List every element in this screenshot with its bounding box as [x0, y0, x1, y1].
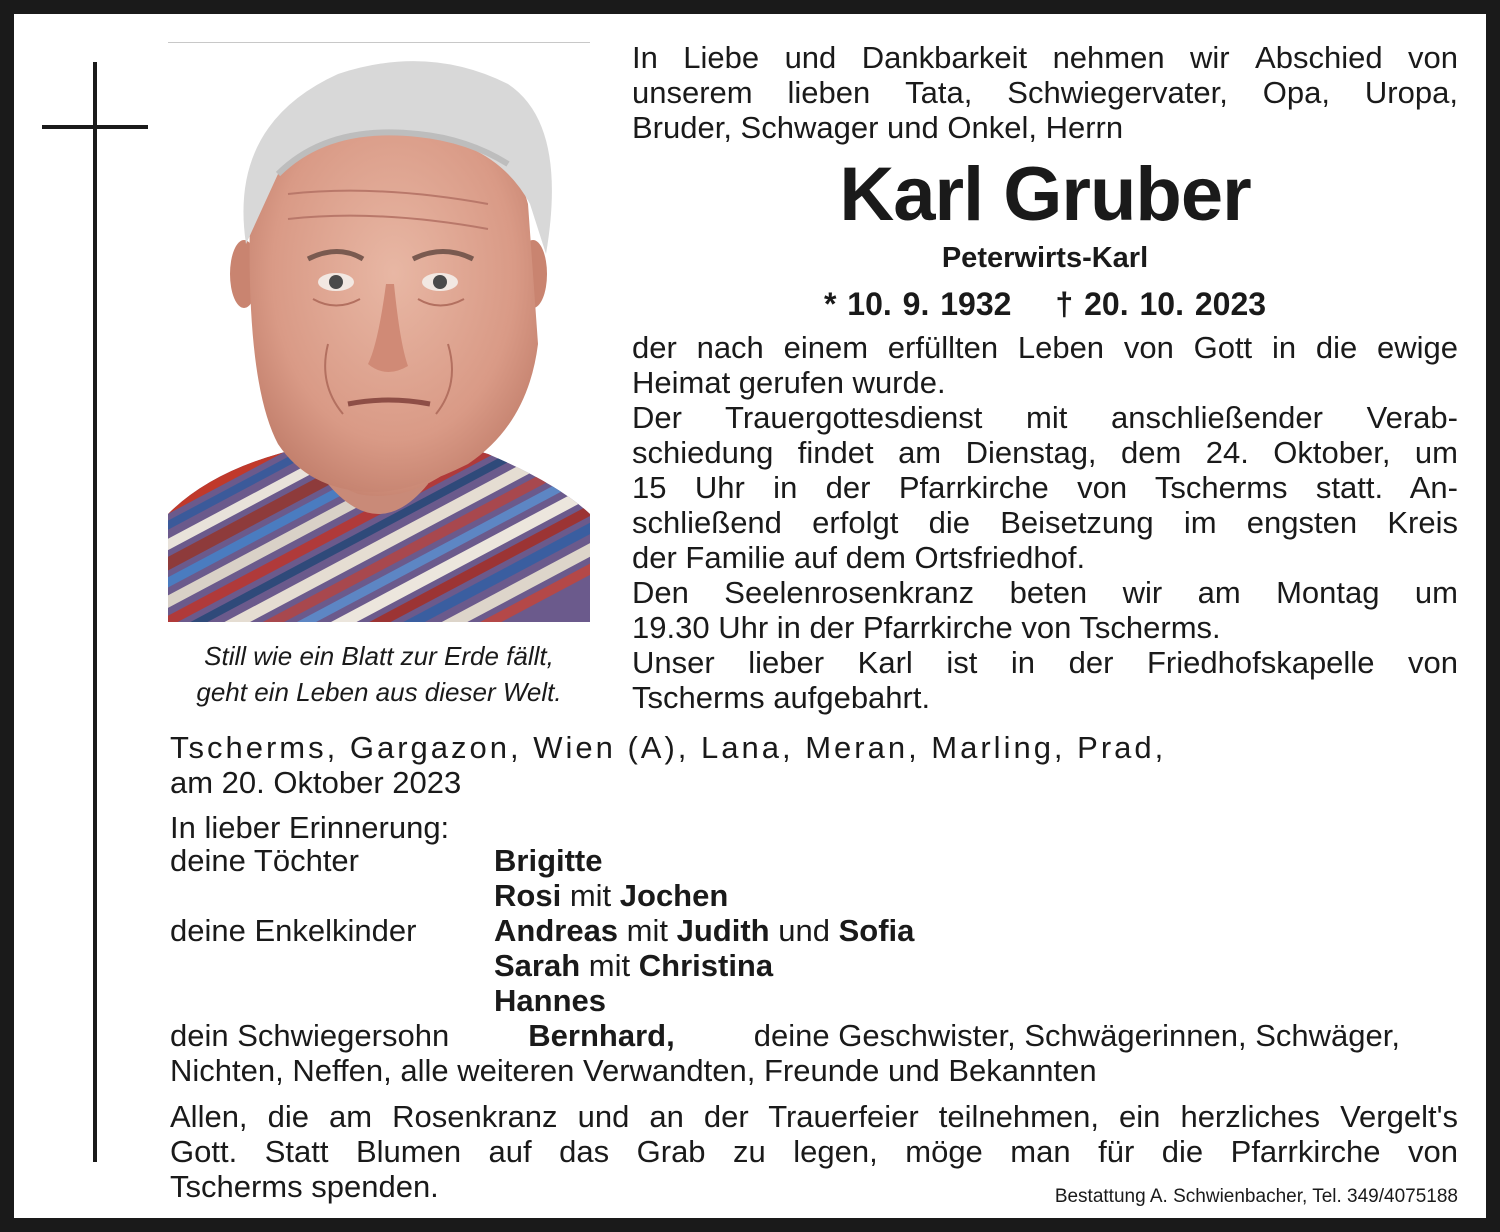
- son-in-law-label: dein Schwiegersohn: [170, 1018, 450, 1053]
- connector-text: mit: [569, 878, 612, 913]
- family-row: [170, 913, 914, 948]
- family-name: Brigitte: [494, 843, 603, 878]
- intro-line: unserem lieben Tata, Schwiegervater, Opa, Uropa,: [632, 75, 1458, 110]
- body-line: 19.30 Uhr in der Pfarrkirche von Tscherms.: [632, 610, 1221, 645]
- family-name: Andreas: [494, 913, 619, 948]
- announcement-body: [632, 330, 1458, 715]
- other-relatives: [170, 1018, 1400, 1088]
- family-row: [170, 948, 914, 983]
- family-list: [170, 843, 914, 1018]
- relatives-text: deine Geschwister, Schwägerinnen, Schwäger,: [753, 1018, 1400, 1053]
- life-dates: [632, 284, 1458, 324]
- family-name: Sarah: [494, 948, 581, 983]
- family-name: Christina: [638, 948, 774, 983]
- relatives-line: [170, 1018, 1400, 1053]
- body-line: schließend erfolgt die Beisetzung im engsten Kreis: [632, 505, 1458, 540]
- body-line: schiedung findet am Dienstag, dem 24. Oktober, um: [632, 435, 1458, 470]
- caption-line: Still wie ein Blatt zur Erde fällt,: [204, 641, 554, 671]
- remembrance-heading: In lieber Erinnerung:: [170, 810, 450, 845]
- place-date: am 20. Oktober 2023: [170, 765, 462, 800]
- family-name: Sofia: [838, 913, 915, 948]
- relatives-line: Nichten, Neffen, alle weiteren Verwandten, Freunde und Bekannten: [170, 1053, 1097, 1088]
- family-name: Jochen: [619, 878, 729, 913]
- grandchildren-label: deine Enkelkinder: [170, 913, 417, 948]
- connector-text: mit: [626, 913, 668, 948]
- thanks-line: Allen, die am Rosenkranz und an der Trauerfeier teilnehmen, ein herzliches Vergelt's: [170, 1099, 1458, 1134]
- intro-line: Bruder, Schwager und Onkel, Herrn: [632, 110, 1124, 145]
- connector-text: und: [778, 913, 830, 948]
- body-line: der Familie auf dem Ortsfriedhof.: [632, 540, 1086, 575]
- thanks-line: Tscherms spenden.: [170, 1169, 439, 1204]
- portrait-photo: [168, 44, 590, 622]
- family-row: [170, 843, 914, 878]
- family-row: [170, 983, 914, 1018]
- places-list: Tscherms, Gargazon, Wien (A), Lana, Meran, Marling, Prad,: [170, 730, 1167, 765]
- body-line: Tscherms aufgebahrt.: [632, 680, 931, 715]
- body-line: 15 Uhr in der Pfarrkirche von Tscherms statt. An-: [632, 470, 1458, 505]
- body-line: Den Seelenrosenkranz beten wir am Montag um: [632, 575, 1458, 610]
- photo-top-rule: [168, 42, 590, 43]
- birth-date: * 10. 9. 1932: [823, 286, 1012, 322]
- body-line: Der Trauergottesdienst mit anschließender Verab-: [632, 400, 1458, 435]
- intro-text: [632, 40, 1458, 145]
- family-row: [170, 878, 914, 913]
- deceased-nickname: Peterwirts-Karl: [941, 242, 1149, 274]
- family-name: Judith: [676, 913, 770, 948]
- thanks-line: Gott. Statt Blumen auf das Grab zu legen, möge man für die Pfarrkirche von: [170, 1134, 1458, 1169]
- connector-text: mit: [588, 948, 631, 983]
- body-line: der nach einem erfüllten Leben von Gott in die ewige: [632, 330, 1458, 365]
- photo-caption: [168, 638, 590, 710]
- family-name: Bernhard,: [528, 1018, 675, 1053]
- daughters-label: deine Töchter: [170, 843, 359, 878]
- family-name: Hannes: [494, 983, 606, 1018]
- funeral-home-footer: Bestattung A. Schwienbacher, Tel. 349/4075188: [1054, 1186, 1458, 1207]
- intro-line: In Liebe und Dankbarkeit nehmen wir Abschied von: [632, 40, 1458, 75]
- body-line: Unser lieber Karl ist in der Friedhofskapelle von: [632, 645, 1458, 680]
- family-name: Rosi: [494, 878, 562, 913]
- death-date: † 20. 10. 2023: [1055, 286, 1267, 322]
- deceased-name: Karl Gruber: [839, 152, 1251, 237]
- body-line: Heimat gerufen wurde.: [632, 365, 946, 400]
- caption-line: geht ein Leben aus dieser Welt.: [196, 677, 562, 707]
